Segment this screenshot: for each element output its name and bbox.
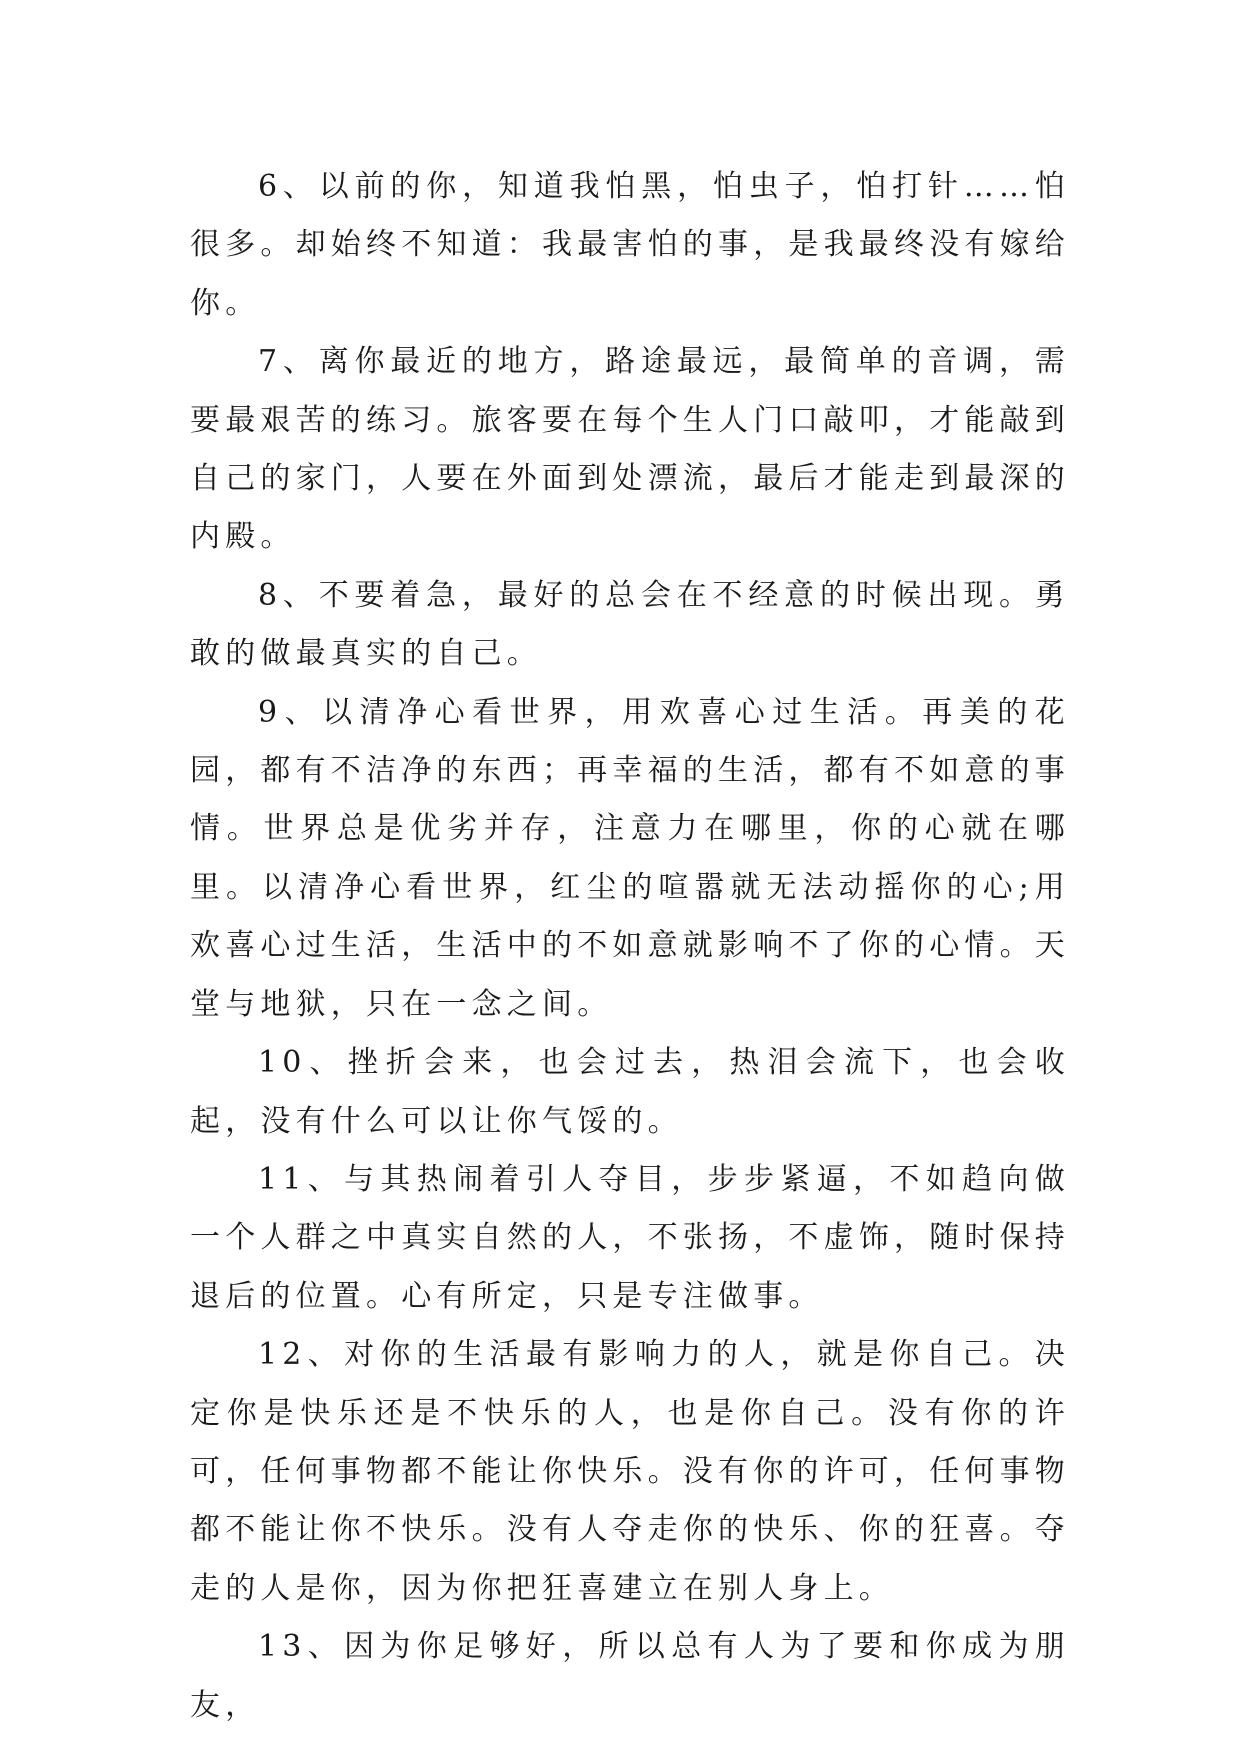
paragraph-7: 7、离你最近的地方，路途最远，最简单的音调，需要最艰苦的练习。旅客要在每个生人门口敲叩，才能敲到自己的家门，人要在外面到处漂流，最后才能走到最深的内殿。 [190,344,1070,555]
paragraph-11: 11、与其热闹着引人夺目，步步紧逼，不如趋向做一个人群之中真实自然的人，不张扬，不虚饰，随时保持退后的位置。心有所定，只是专注做事。 [190,1161,1070,1314]
paragraph-13: 13、因为你足够好，所以总有人为了要和你成为朋友， [190,1629,1070,1723]
paragraph-6: 6、以前的你，知道我怕黑，怕虫子，怕打针……怕很多。却始终不知道：我最害怕的事，是我最终没有嫁给你。 [190,169,1070,321]
paragraph-8: 8、不要着急，最好的总会在不经意的时候出现。勇敢的做最真实的自己。 [190,577,1070,672]
paragraph-9: 9、以清净心看世界，用欢喜心过生活。再美的花园，都有不洁净的东西；再幸福的生活，都有不如意的事情。世界总是优劣并存，注意力在哪里，你的心就在哪里。以清净心看世界，红尘的喧嚣就无法动摇你的心;用欢喜心过生活，生活中的不如意就影响不了你的心情。天堂与地狱，只在一念之间。 [190,694,1070,1022]
paragraph-10: 10、挫折会来，也会过去，热泪会流下，也会收起，没有什么可以让你气馁的。 [190,1045,1070,1139]
document-body [190,158,1070,1735]
paragraph-12: 12、对你的生活最有影响力的人，就是你自己。决定你是快乐还是不快乐的人，也是你自己。没有你的许可，任何事物都不能让你快乐。没有你的许可，任何事物都不能让你不快乐。没有人夺走你的快乐、你的狂喜。夺走的人是你，因为你把狂喜建立在别人身上。 [190,1337,1070,1606]
